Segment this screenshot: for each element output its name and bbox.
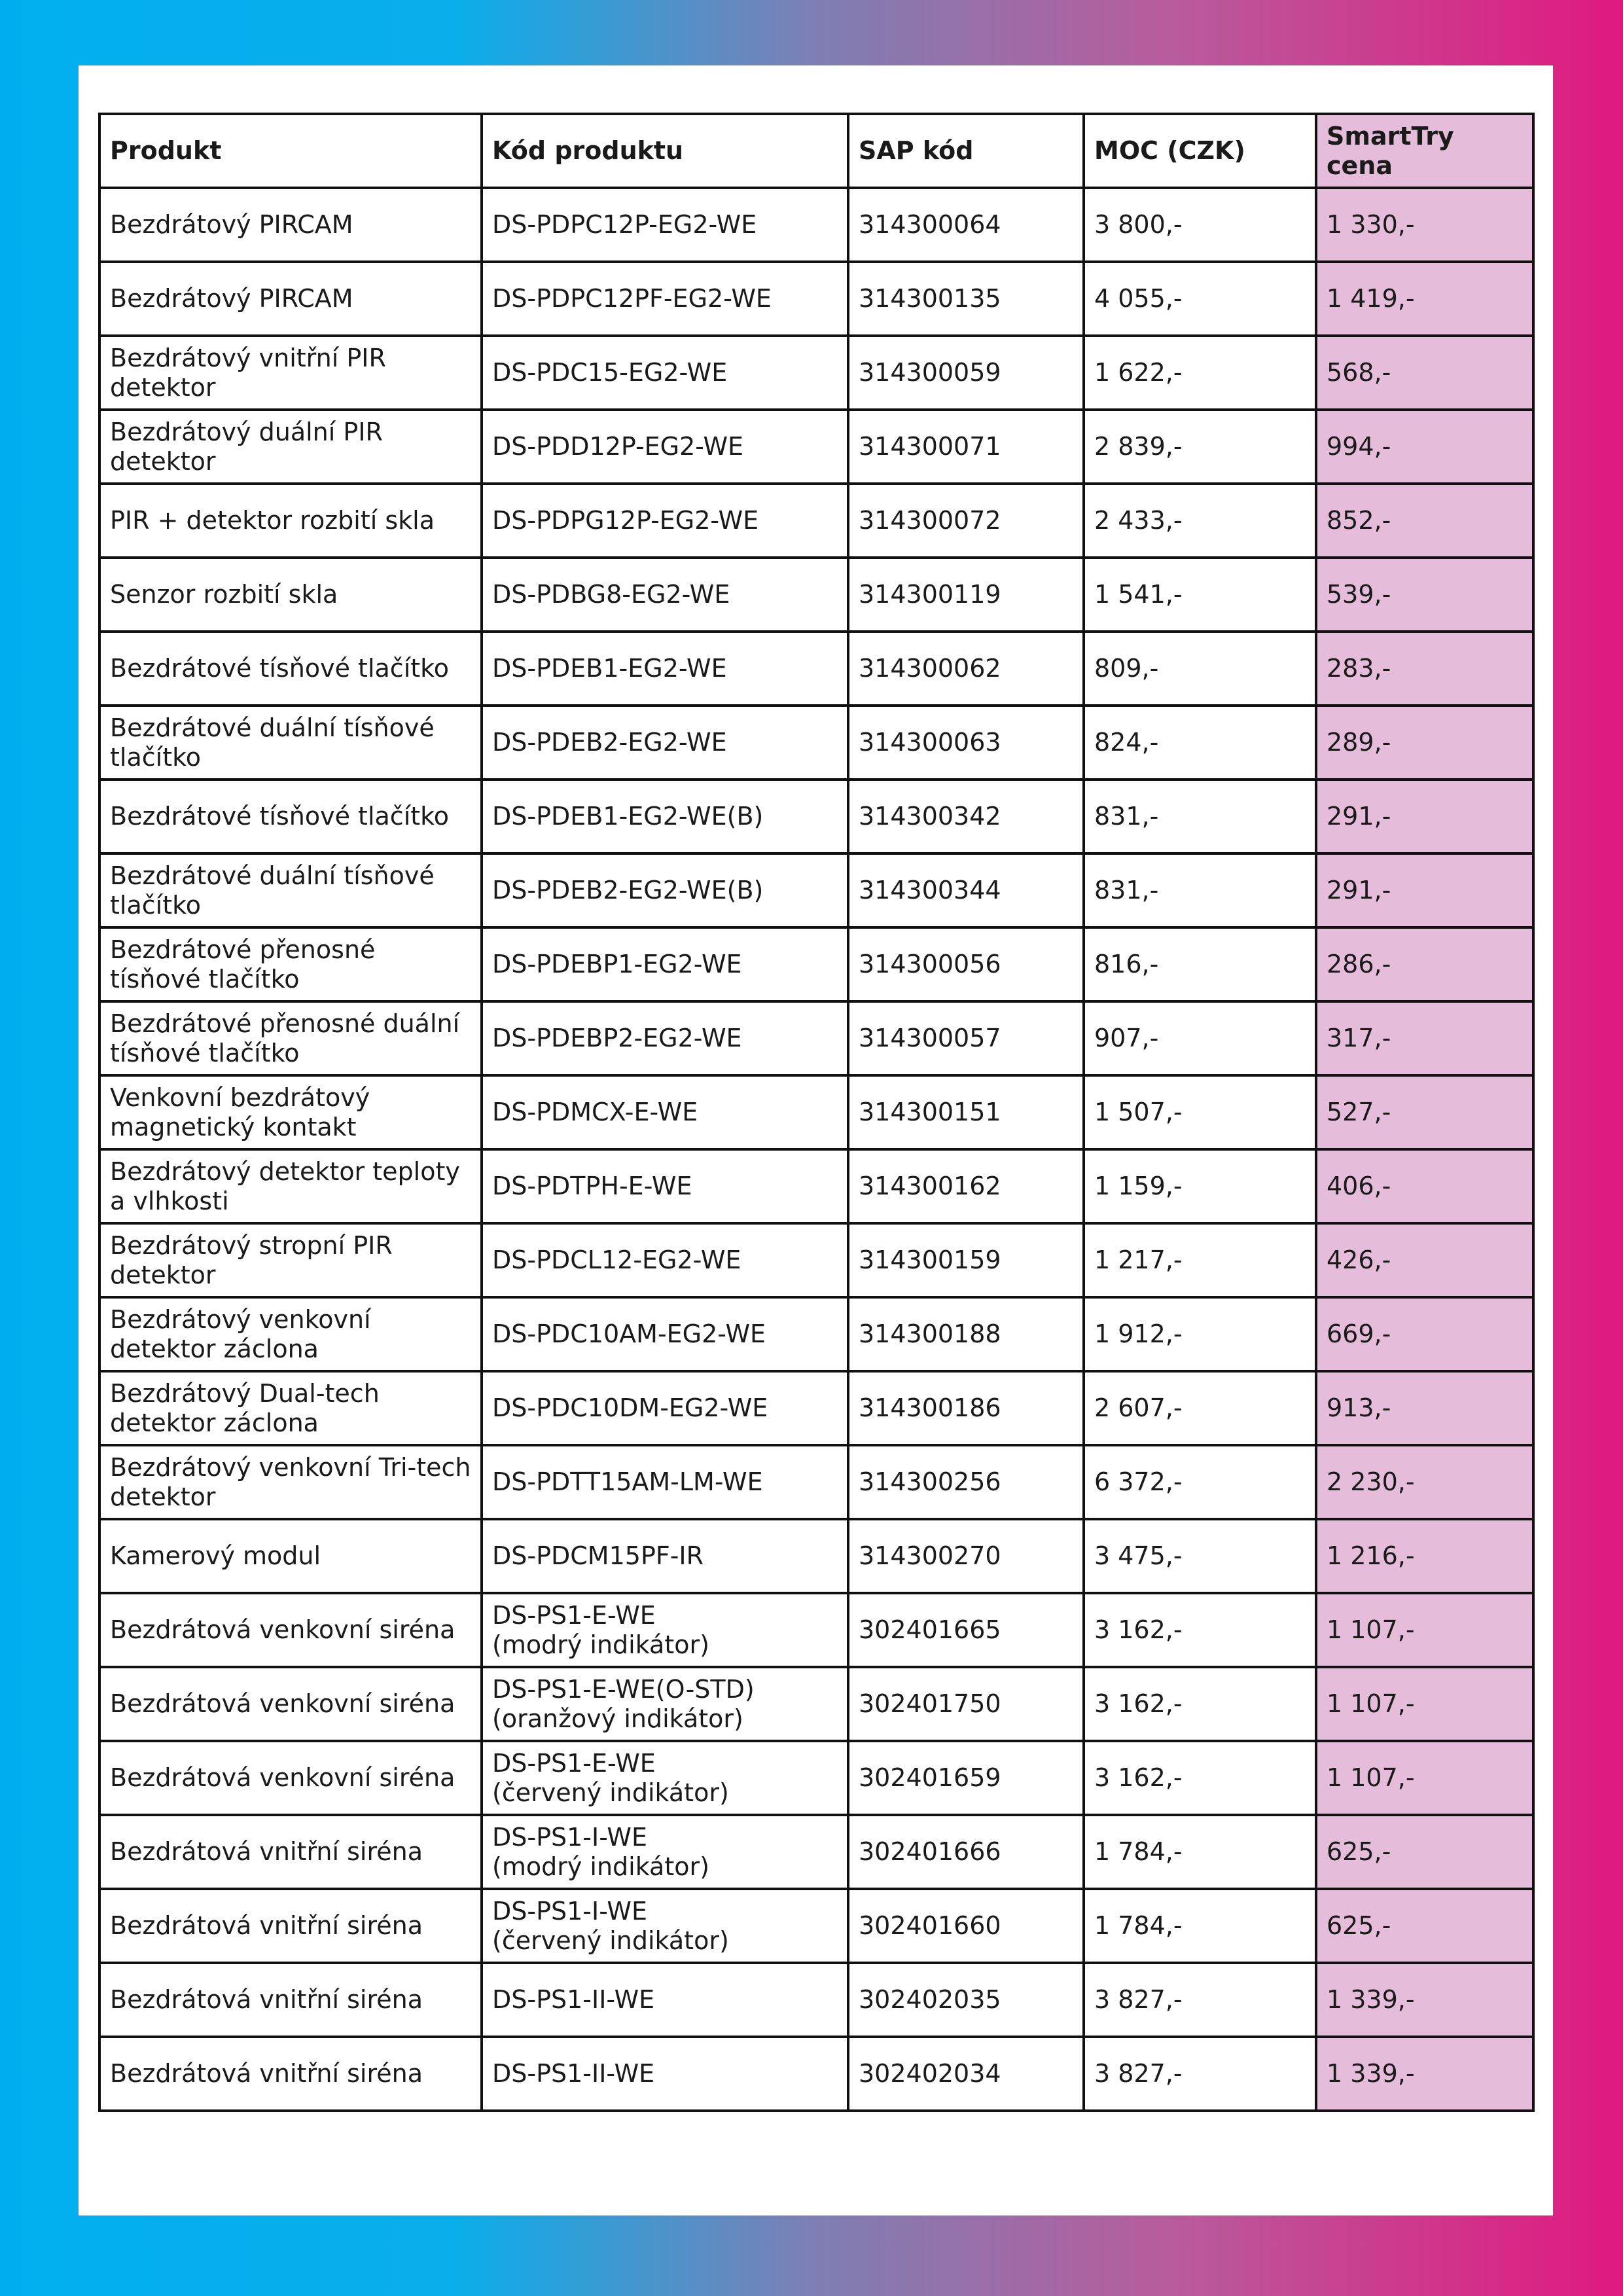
cell-product-code [482, 188, 848, 262]
cell-smarttry-price: 1 339,- [1316, 1963, 1533, 2037]
product-code: DS-PDC10AM-EG2-WE [492, 1319, 766, 1349]
cell-smarttry-price: 625,- [1316, 1889, 1533, 1963]
table-row [99, 1075, 1533, 1149]
cell-product-code [482, 262, 848, 336]
cell-sap-code: 314300342 [848, 780, 1084, 853]
cell-sap-code: 314300059 [848, 336, 1084, 410]
cell-sap-code: 314300119 [848, 558, 1084, 632]
cell-moc-price: 1 541,- [1084, 558, 1316, 632]
cell-moc-price: 3 800,- [1084, 188, 1316, 262]
product-code: DS-PDEB1-EG2-WE(B) [492, 802, 764, 831]
cell-smarttry-price: 2 230,- [1316, 1445, 1533, 1519]
table-row [99, 1815, 1533, 1889]
table-row [99, 927, 1533, 1001]
cell-product: Bezdrátový Dual-tech detektor záclona [99, 1371, 482, 1445]
cell-product-code [482, 706, 848, 780]
table-body [99, 188, 1533, 2111]
table-row [99, 1149, 1533, 1223]
cell-smarttry-price: 669,- [1316, 1297, 1533, 1371]
cell-sap-code: 314300057 [848, 1001, 1084, 1075]
header-sap-code: SAP kód [848, 114, 1084, 188]
cell-smarttry-price: 289,- [1316, 706, 1533, 780]
product-code: DS-PS1-I-WE [492, 1896, 647, 1926]
cell-smarttry-price: 286,- [1316, 927, 1533, 1001]
cell-product: Bezdrátové tísňové tlačítko [99, 632, 482, 706]
cell-moc-price: 831,- [1084, 853, 1316, 927]
product-code-note: (červený indikátor) [492, 1926, 729, 1955]
cell-product: Bezdrátová venkovní siréna [99, 1667, 482, 1741]
cell-smarttry-price: 317,- [1316, 1001, 1533, 1075]
cell-product-code [482, 558, 848, 632]
cell-sap-code: 314300135 [848, 262, 1084, 336]
product-code-note: (červený indikátor) [492, 1778, 729, 1807]
cell-smarttry-price: 406,- [1316, 1149, 1533, 1223]
cell-moc-price: 1 507,- [1084, 1075, 1316, 1149]
cell-sap-code: 302402035 [848, 1963, 1084, 2037]
product-code: DS-PS1-E-WE [492, 1600, 656, 1630]
cell-moc-price: 3 162,- [1084, 1741, 1316, 1815]
cell-sap-code: 314300064 [848, 188, 1084, 262]
cell-product-code [482, 410, 848, 484]
cell-sap-code: 314300186 [848, 1371, 1084, 1445]
cell-product: Bezdrátové přenosné duální tísňové tlačítko [99, 1001, 482, 1075]
cell-sap-code: 302401666 [848, 1815, 1084, 1889]
cell-product: Bezdrátová vnitřní siréna [99, 2037, 482, 2111]
cell-product: Bezdrátový vnitřní PIR detektor [99, 336, 482, 410]
table-row [99, 410, 1533, 484]
cell-moc-price: 2 839,- [1084, 410, 1316, 484]
cell-product: Bezdrátové přenosné tísňové tlačítko [99, 927, 482, 1001]
table-row [99, 1889, 1533, 1963]
product-code-note: (modrý indikátor) [492, 1630, 709, 1659]
cell-product-code [482, 1075, 848, 1149]
cell-moc-price: 1 784,- [1084, 1815, 1316, 1889]
table-row [99, 780, 1533, 853]
cell-product: PIR + detektor rozbití skla [99, 484, 482, 558]
header-moc-price: MOC (CZK) [1084, 114, 1316, 188]
cell-moc-price: 1 159,- [1084, 1149, 1316, 1223]
cell-smarttry-price: 1 339,- [1316, 2037, 1533, 2111]
table-row [99, 1667, 1533, 1741]
cell-moc-price: 2 433,- [1084, 484, 1316, 558]
product-code: DS-PS1-II-WE [492, 2059, 655, 2089]
cell-smarttry-price: 913,- [1316, 1371, 1533, 1445]
cell-sap-code: 314300056 [848, 927, 1084, 1001]
product-code: DS-PS1-II-WE [492, 1985, 655, 2015]
cell-moc-price: 3 162,- [1084, 1593, 1316, 1667]
cell-product-code [482, 2037, 848, 2111]
table-row [99, 706, 1533, 780]
cell-product-code [482, 1963, 848, 2037]
table-row [99, 1223, 1533, 1297]
table-row [99, 1593, 1533, 1667]
cell-product-code [482, 1223, 848, 1297]
product-code: DS-PDPC12PF-EG2-WE [492, 284, 772, 314]
cell-product-code [482, 927, 848, 1001]
cell-sap-code: 314300072 [848, 484, 1084, 558]
cell-moc-price: 1 622,- [1084, 336, 1316, 410]
product-code-note: (oranžový indikátor) [492, 1704, 743, 1733]
product-code: DS-PDTT15AM-LM-WE [492, 1467, 763, 1497]
table-row [99, 558, 1533, 632]
cell-sap-code: 302402034 [848, 2037, 1084, 2111]
table-row [99, 2037, 1533, 2111]
product-code: DS-PDC15-EG2-WE [492, 358, 728, 387]
table-row [99, 853, 1533, 927]
cell-sap-code: 302401665 [848, 1593, 1084, 1667]
cell-smarttry-price: 539,- [1316, 558, 1533, 632]
cell-smarttry-price: 1 419,- [1316, 262, 1533, 336]
cell-smarttry-price: 1 216,- [1316, 1519, 1533, 1593]
product-code: DS-PDPC12P-EG2-WE [492, 210, 757, 240]
product-code: DS-PDPG12P-EG2-WE [492, 506, 759, 535]
cell-product: Bezdrátový PIRCAM [99, 262, 482, 336]
table-row [99, 262, 1533, 336]
product-code: DS-PDEBP2-EG2-WE [492, 1024, 742, 1053]
cell-product: Bezdrátové tísňové tlačítko [99, 780, 482, 853]
cell-product-code [482, 1667, 848, 1741]
cell-sap-code: 314300159 [848, 1223, 1084, 1297]
product-code: DS-PDBG8-EG2-WE [492, 580, 730, 609]
cell-moc-price: 6 372,- [1084, 1445, 1316, 1519]
cell-sap-code: 314300188 [848, 1297, 1084, 1371]
price-list-card [79, 65, 1553, 2215]
table-row [99, 1963, 1533, 2037]
cell-moc-price: 3 475,- [1084, 1519, 1316, 1593]
cell-moc-price: 3 827,- [1084, 1963, 1316, 2037]
cell-product: Bezdrátový duální PIR detektor [99, 410, 482, 484]
table-row [99, 1001, 1533, 1075]
cell-smarttry-price: 291,- [1316, 780, 1533, 853]
cell-sap-code: 314300062 [848, 632, 1084, 706]
cell-smarttry-price: 426,- [1316, 1223, 1533, 1297]
table-row [99, 188, 1533, 262]
cell-product-code [482, 1741, 848, 1815]
cell-smarttry-price: 625,- [1316, 1815, 1533, 1889]
cell-moc-price: 3 162,- [1084, 1667, 1316, 1741]
cell-moc-price: 4 055,- [1084, 262, 1316, 336]
table-row [99, 1519, 1533, 1593]
product-code: DS-PS1-I-WE [492, 1822, 647, 1852]
cell-moc-price: 2 607,- [1084, 1371, 1316, 1445]
cell-sap-code: 314300344 [848, 853, 1084, 927]
cell-product: Bezdrátový PIRCAM [99, 188, 482, 262]
cell-smarttry-price: 1 107,- [1316, 1741, 1533, 1815]
product-code: DS-PDMCX-E-WE [492, 1098, 698, 1127]
cell-product-code [482, 1889, 848, 1963]
product-code: DS-PS1-E-WE(O-STD) [492, 1674, 755, 1704]
cell-product-code [482, 1001, 848, 1075]
price-table [98, 113, 1535, 2112]
cell-smarttry-price: 283,- [1316, 632, 1533, 706]
cell-product: Bezdrátový stropní PIR detektor [99, 1223, 482, 1297]
cell-moc-price: 824,- [1084, 706, 1316, 780]
cell-product-code [482, 484, 848, 558]
cell-product-code [482, 1445, 848, 1519]
cell-product-code [482, 853, 848, 927]
cell-product-code [482, 1815, 848, 1889]
cell-sap-code: 302401660 [848, 1889, 1084, 1963]
table-row [99, 1371, 1533, 1445]
product-code: DS-PDD12P-EG2-WE [492, 432, 744, 461]
cell-product-code [482, 1371, 848, 1445]
cell-product: Bezdrátová vnitřní siréna [99, 1889, 482, 1963]
cell-smarttry-price: 291,- [1316, 853, 1533, 927]
cell-sap-code: 314300270 [848, 1519, 1084, 1593]
header-product: Produkt [99, 114, 482, 188]
table-row [99, 632, 1533, 706]
cell-moc-price: 809,- [1084, 632, 1316, 706]
product-code: DS-PS1-E-WE [492, 1748, 656, 1778]
table-row [99, 484, 1533, 558]
cell-product-code [482, 632, 848, 706]
cell-smarttry-price: 1 107,- [1316, 1593, 1533, 1667]
cell-moc-price: 1 217,- [1084, 1223, 1316, 1297]
product-code: DS-PDC10DM-EG2-WE [492, 1393, 768, 1423]
cell-product-code [482, 1593, 848, 1667]
cell-moc-price: 907,- [1084, 1001, 1316, 1075]
cell-moc-price: 3 827,- [1084, 2037, 1316, 2111]
cell-sap-code: 302401659 [848, 1741, 1084, 1815]
product-code: DS-PDEB1-EG2-WE [492, 654, 727, 683]
cell-product: Kamerový modul [99, 1519, 482, 1593]
table-row [99, 336, 1533, 410]
table-header-row [99, 114, 1533, 188]
product-code-note: (modrý indikátor) [492, 1852, 709, 1881]
header-smarttry-price: SmartTry cena [1316, 114, 1533, 188]
cell-smarttry-price: 527,- [1316, 1075, 1533, 1149]
table-row [99, 1445, 1533, 1519]
product-code: DS-PDEBP1-EG2-WE [492, 950, 742, 979]
cell-smarttry-price: 1 107,- [1316, 1667, 1533, 1741]
product-code: DS-PDEB2-EG2-WE(B) [492, 876, 764, 905]
table-row [99, 1741, 1533, 1815]
cell-smarttry-price: 568,- [1316, 336, 1533, 410]
cell-sap-code: 302401750 [848, 1667, 1084, 1741]
cell-moc-price: 831,- [1084, 780, 1316, 853]
header-product-code: Kód produktu [482, 114, 848, 188]
cell-product: Bezdrátové duální tísňové tlačítko [99, 853, 482, 927]
cell-product: Bezdrátový venkovní detektor záclona [99, 1297, 482, 1371]
cell-sap-code: 314300071 [848, 410, 1084, 484]
cell-smarttry-price: 994,- [1316, 410, 1533, 484]
cell-product: Senzor rozbití skla [99, 558, 482, 632]
cell-product-code [482, 1149, 848, 1223]
table-row [99, 1297, 1533, 1371]
cell-smarttry-price: 1 330,- [1316, 188, 1533, 262]
cell-product: Bezdrátová venkovní siréna [99, 1741, 482, 1815]
cell-product: Venkovní bezdrátový magnetický kontakt [99, 1075, 482, 1149]
cell-moc-price: 1 912,- [1084, 1297, 1316, 1371]
product-code: DS-PDCM15PF-IR [492, 1541, 704, 1571]
cell-sap-code: 314300162 [848, 1149, 1084, 1223]
cell-product-code [482, 780, 848, 853]
cell-product: Bezdrátový venkovní Tri-tech detektor [99, 1445, 482, 1519]
cell-product: Bezdrátová vnitřní siréna [99, 1815, 482, 1889]
cell-sap-code: 314300151 [848, 1075, 1084, 1149]
cell-smarttry-price: 852,- [1316, 484, 1533, 558]
product-code: DS-PDEB2-EG2-WE [492, 728, 727, 757]
cell-product: Bezdrátový detektor teploty a vlhkosti [99, 1149, 482, 1223]
cell-product: Bezdrátová venkovní siréna [99, 1593, 482, 1667]
cell-product-code [482, 1297, 848, 1371]
cell-product: Bezdrátové duální tísňové tlačítko [99, 706, 482, 780]
cell-moc-price: 1 784,- [1084, 1889, 1316, 1963]
cell-moc-price: 816,- [1084, 927, 1316, 1001]
product-code: DS-PDTPH-E-WE [492, 1172, 692, 1201]
cell-product: Bezdrátová vnitřní siréna [99, 1963, 482, 2037]
cell-sap-code: 314300256 [848, 1445, 1084, 1519]
cell-sap-code: 314300063 [848, 706, 1084, 780]
cell-product-code [482, 336, 848, 410]
cell-product-code [482, 1519, 848, 1593]
product-code: DS-PDCL12-EG2-WE [492, 1246, 741, 1275]
